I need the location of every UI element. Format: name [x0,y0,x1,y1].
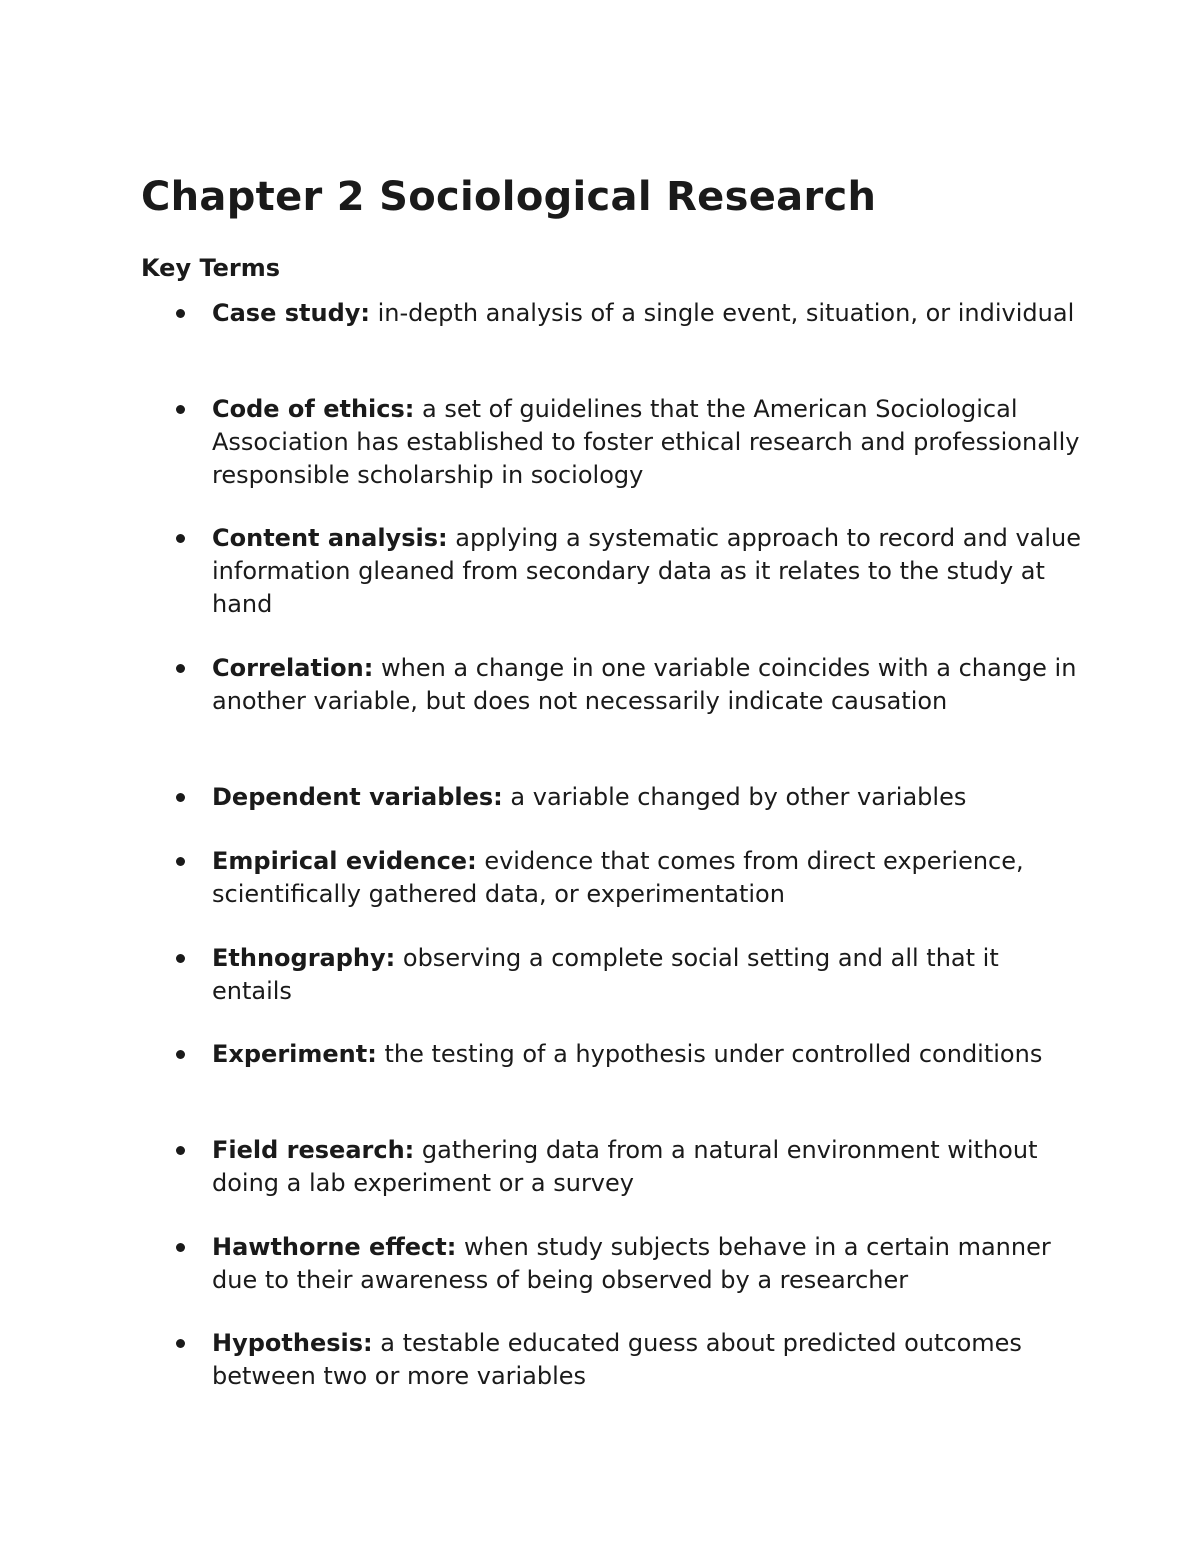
term-entry [212,1038,1082,1071]
term-entry [212,781,1082,814]
term-definition: the testing of a hypothesis under controlled conditions [384,1040,1043,1068]
bullet-icon [176,793,185,802]
term-name: Hypothesis: [212,1329,373,1357]
term-entry [212,522,1082,621]
page-title: Chapter 2 Sociological Research [141,174,877,220]
term-definition: when a change in one variable coincides with a change in another variable, but does not necessarily indicate causation [212,654,1077,715]
term-definition: in-depth analysis of a single event, situation, or individual [377,299,1075,327]
term-name: Content analysis: [212,524,448,552]
term-entry [212,1231,1082,1297]
bullet-icon [176,664,185,673]
term-name: Correlation: [212,654,374,682]
term-definition: gathering data from a natural environment without doing a lab experiment or a survey [212,1136,1038,1197]
bullet-icon [176,309,185,318]
term-entry [212,652,1082,718]
bullet-icon [176,1339,185,1348]
term-entry [212,1327,1082,1393]
term-definition: observing a complete social setting and all that it entails [212,944,999,1005]
term-name: Hawthorne effect: [212,1233,457,1261]
term-entry [212,942,1082,1008]
bullet-icon [176,1243,185,1252]
term-entry [212,1134,1082,1200]
term-definition: evidence that comes from direct experience, scientifically gathered data, or experimentation [212,847,1024,908]
term-definition: applying a systematic approach to record and value information gleaned from secondary data as it relates to the study at hand [212,524,1082,618]
bullet-icon [176,857,185,866]
term-name: Empirical evidence: [212,847,477,875]
bullet-icon [176,954,185,963]
term-entry [212,297,1082,330]
term-name: Dependent variables: [212,783,503,811]
bullet-icon [176,405,185,414]
term-definition: a variable changed by other variables [510,783,967,811]
term-definition: when study subjects behave in a certain manner due to their awareness of being observed by a researcher [212,1233,1051,1294]
term-name: Field research: [212,1136,415,1164]
term-entry [212,845,1082,911]
term-definition: a set of guidelines that the American Sociological Association has established to foster ethical research and professionally responsible scholarship in sociology [212,395,1080,489]
term-entry [212,393,1082,492]
term-definition: a testable educated guess about predicted outcomes between two or more variables [212,1329,1022,1390]
term-name: Code of ethics: [212,395,415,423]
term-name: Case study: [212,299,370,327]
bullet-icon [176,1050,185,1059]
section-heading: Key Terms [141,254,281,282]
bullet-icon [176,1146,185,1155]
term-name: Experiment: [212,1040,377,1068]
term-name: Ethnography: [212,944,396,972]
bullet-icon [176,534,185,543]
